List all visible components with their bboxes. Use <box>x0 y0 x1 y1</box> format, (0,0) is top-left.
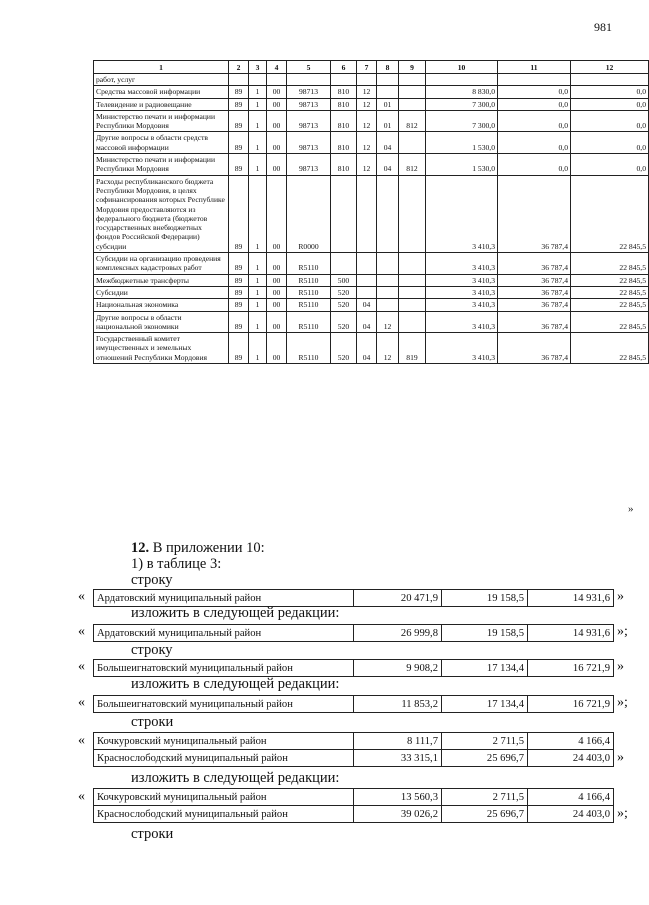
table-cell: 12 <box>357 98 377 110</box>
table-cell: 00 <box>267 132 287 154</box>
district-value: 8 111,7 <box>354 733 442 750</box>
table-cell <box>377 86 399 98</box>
table-cell: 00 <box>267 175 287 252</box>
table-cell: 1 <box>249 253 267 275</box>
table-cell: 1 <box>249 110 267 132</box>
district-name: Большеигнатовский муниципальный район <box>94 696 354 713</box>
table-cell: 3 410,3 <box>426 286 498 298</box>
close-quote: » <box>617 750 624 765</box>
table-cell: 3 410,3 <box>426 175 498 252</box>
table-cell: 520 <box>331 333 357 364</box>
table-cell: 3 410,3 <box>426 333 498 364</box>
table-cell <box>377 299 399 311</box>
table-cell <box>331 74 357 86</box>
instruction-line: строку <box>131 572 173 588</box>
table-row <box>94 789 614 806</box>
table-cell: 89 <box>229 175 249 252</box>
table-cell: 520 <box>331 299 357 311</box>
col-header: 11 <box>498 61 571 74</box>
table-row <box>94 333 649 364</box>
table-cell: 22 845,5 <box>571 175 649 252</box>
table-cell: 1 <box>249 154 267 176</box>
table-cell: 89 <box>229 311 249 333</box>
table-cell: 0,0 <box>498 132 571 154</box>
table-cell: 1 <box>249 98 267 110</box>
table-cell: 12 <box>357 132 377 154</box>
table-cell: 04 <box>357 333 377 364</box>
table-cell: 0,0 <box>498 98 571 110</box>
table-cell <box>357 74 377 86</box>
table-cell: 1 <box>249 175 267 252</box>
col-header: 7 <box>357 61 377 74</box>
table-cell <box>399 286 426 298</box>
table-cell: 00 <box>267 86 287 98</box>
row-label: Министерство печати и информации Республики Мордовия <box>94 154 229 176</box>
table-cell: 22 845,5 <box>571 333 649 364</box>
table-cell: 1 <box>249 286 267 298</box>
col-header: 10 <box>426 61 498 74</box>
table-row <box>94 590 614 607</box>
district-name: Кочкуровский муниципальный район <box>94 733 354 750</box>
table-cell: 36 787,4 <box>498 286 571 298</box>
district-table-kochkur-krasnosl-new <box>93 788 614 823</box>
table-cell: 12 <box>377 311 399 333</box>
table-cell: 810 <box>331 110 357 132</box>
table-row <box>94 660 614 677</box>
table-cell: 36 787,4 <box>498 274 571 286</box>
table-row <box>94 750 614 767</box>
open-quote: « <box>78 733 85 748</box>
table-cell: 810 <box>331 154 357 176</box>
row-label: Другие вопросы в области средств массовой информации <box>94 132 229 154</box>
table-cell <box>399 311 426 333</box>
table-cell <box>377 175 399 252</box>
table-cell: 00 <box>267 274 287 286</box>
table-cell: 810 <box>331 132 357 154</box>
table-cell <box>399 74 426 86</box>
row-label: Национальная экономика <box>94 299 229 311</box>
col-header: 8 <box>377 61 399 74</box>
table-cell: 0,0 <box>571 98 649 110</box>
table-cell: R5110 <box>287 253 331 275</box>
table-cell: 520 <box>331 311 357 333</box>
table-cell <box>357 253 377 275</box>
row-label: Субсидии на организацию проведения комплексных кадастровых работ <box>94 253 229 275</box>
row-label: Субсидии <box>94 286 229 298</box>
table-row <box>94 274 649 286</box>
table-cell: 12 <box>357 86 377 98</box>
table-cell: 3 410,3 <box>426 299 498 311</box>
table-cell <box>331 175 357 252</box>
district-table-kochkur-krasnosl-old <box>93 732 614 767</box>
budget-table-body <box>94 74 649 364</box>
district-value: 17 134,4 <box>442 660 528 677</box>
table-cell: 7 300,0 <box>426 98 498 110</box>
district-value: 26 999,8 <box>354 625 442 642</box>
table-cell: 89 <box>229 98 249 110</box>
table-cell: 520 <box>331 286 357 298</box>
district-name: Краснослободский муниципальный район <box>94 750 354 767</box>
table-cell <box>229 74 249 86</box>
table-cell <box>498 74 571 86</box>
table-cell <box>287 74 331 86</box>
table-cell <box>399 253 426 275</box>
district-value: 9 908,2 <box>354 660 442 677</box>
table-cell: 00 <box>267 311 287 333</box>
table-cell: 812 <box>399 110 426 132</box>
table-row <box>94 98 649 110</box>
table-cell: 1 530,0 <box>426 132 498 154</box>
open-quote: « <box>78 695 85 710</box>
table-cell <box>377 286 399 298</box>
district-value: 14 931,6 <box>528 590 614 607</box>
district-name: Кочкуровский муниципальный район <box>94 789 354 806</box>
col-header: 2 <box>229 61 249 74</box>
table-cell: 0,0 <box>571 132 649 154</box>
table-cell: 36 787,4 <box>498 253 571 275</box>
table-row <box>94 286 649 298</box>
table-cell: R5110 <box>287 299 331 311</box>
table-cell: 98713 <box>287 98 331 110</box>
col-header: 12 <box>571 61 649 74</box>
district-value: 13 560,3 <box>354 789 442 806</box>
table-cell <box>571 74 649 86</box>
table-cell: 810 <box>331 86 357 98</box>
table-cell: 500 <box>331 274 357 286</box>
table-row <box>94 253 649 275</box>
section-title: В приложении 10: <box>149 540 265 556</box>
table-cell <box>357 274 377 286</box>
table-cell: 22 845,5 <box>571 286 649 298</box>
table-cell: 89 <box>229 132 249 154</box>
budget-table <box>93 60 649 364</box>
table-cell: 89 <box>229 299 249 311</box>
table-cell: 00 <box>267 253 287 275</box>
table-row <box>94 132 649 154</box>
table-cell: 00 <box>267 154 287 176</box>
close-quote: » <box>617 659 624 674</box>
instruction-line: строку <box>131 642 173 658</box>
district-value: 25 696,7 <box>442 750 528 767</box>
district-value: 20 471,9 <box>354 590 442 607</box>
table-row <box>94 86 649 98</box>
col-header: 3 <box>249 61 267 74</box>
section-number: 12. <box>131 540 150 556</box>
district-table-bolsheign-new <box>93 695 614 713</box>
table-cell: 98713 <box>287 110 331 132</box>
table-cell: 36 787,4 <box>498 311 571 333</box>
instruction-line: изложить в следующей редакции: <box>131 605 340 621</box>
instruction-line: строки <box>131 714 174 730</box>
district-value: 16 721,9 <box>528 660 614 677</box>
open-quote: « <box>78 789 85 804</box>
district-value: 4 166,4 <box>528 789 614 806</box>
table-cell <box>267 74 287 86</box>
table-row <box>94 625 614 642</box>
table-row <box>94 74 649 86</box>
district-name: Краснослободский муниципальный район <box>94 806 354 823</box>
table-cell: 8 830,0 <box>426 86 498 98</box>
close-quote: » <box>617 589 624 604</box>
table-cell: R5110 <box>287 286 331 298</box>
col-header: 4 <box>267 61 287 74</box>
district-value: 2 711,5 <box>442 789 528 806</box>
district-name: Ардатовский муниципальный район <box>94 590 354 607</box>
district-value: 2 711,5 <box>442 733 528 750</box>
table-cell: 1 <box>249 132 267 154</box>
district-value: 33 315,1 <box>354 750 442 767</box>
district-value: 11 853,2 <box>354 696 442 713</box>
table-cell: 3 410,3 <box>426 274 498 286</box>
col-header: 6 <box>331 61 357 74</box>
district-value: 17 134,4 <box>442 696 528 713</box>
table-cell: 22 845,5 <box>571 253 649 275</box>
district-table-ardatov-new <box>93 624 614 642</box>
table-cell <box>331 253 357 275</box>
table-cell: 1 <box>249 86 267 98</box>
open-quote: « <box>78 589 85 604</box>
table-cell <box>399 299 426 311</box>
table-cell: 04 <box>377 154 399 176</box>
table-cell: 22 845,5 <box>571 311 649 333</box>
table-cell: 0,0 <box>498 110 571 132</box>
table-row <box>94 299 649 311</box>
budget-table-header <box>94 61 649 74</box>
table-cell: 22 845,5 <box>571 299 649 311</box>
table-cell <box>357 175 377 252</box>
table-cell <box>377 253 399 275</box>
table-cell: 0,0 <box>571 86 649 98</box>
district-value: 19 158,5 <box>442 625 528 642</box>
row-label: Другие вопросы в области национальной экономики <box>94 311 229 333</box>
district-value: 24 403,0 <box>528 750 614 767</box>
close-quote: »; <box>617 695 628 710</box>
table-cell: 1 530,0 <box>426 154 498 176</box>
table-cell: 1 <box>249 299 267 311</box>
table-row <box>94 175 649 252</box>
close-quote: »; <box>617 624 628 639</box>
table-cell: 04 <box>357 299 377 311</box>
table-cell: 12 <box>357 154 377 176</box>
table-cell: 1 <box>249 311 267 333</box>
table-cell: 89 <box>229 333 249 364</box>
table-row <box>94 154 649 176</box>
district-name: Ардатовский муниципальный район <box>94 625 354 642</box>
row-label: Министерство печати и информации Республики Мордовия <box>94 110 229 132</box>
table-cell <box>399 98 426 110</box>
section-item: 1) в таблице 3: <box>131 556 222 572</box>
table-row <box>94 696 614 713</box>
district-value: 14 931,6 <box>528 625 614 642</box>
district-value: 39 026,2 <box>354 806 442 823</box>
district-value: 19 158,5 <box>442 590 528 607</box>
col-header: 1 <box>94 61 229 74</box>
table-cell: 0,0 <box>571 110 649 132</box>
table-cell: 1 <box>249 333 267 364</box>
table-cell: 98713 <box>287 86 331 98</box>
table-cell: 89 <box>229 110 249 132</box>
table-cell: 819 <box>399 333 426 364</box>
table-row <box>94 110 649 132</box>
table-cell: 36 787,4 <box>498 175 571 252</box>
table-cell: 00 <box>267 333 287 364</box>
district-value: 16 721,9 <box>528 696 614 713</box>
table-cell: 01 <box>377 110 399 132</box>
table-cell: R5110 <box>287 311 331 333</box>
table-cell: R5110 <box>287 274 331 286</box>
table-cell: 04 <box>377 132 399 154</box>
table-cell <box>377 274 399 286</box>
table-cell: 1 <box>249 274 267 286</box>
district-value: 4 166,4 <box>528 733 614 750</box>
table-cell <box>399 175 426 252</box>
table-cell: 01 <box>377 98 399 110</box>
table-cell: 12 <box>357 110 377 132</box>
table-cell: 36 787,4 <box>498 333 571 364</box>
district-table-bolsheign-old <box>93 659 614 677</box>
col-header: 9 <box>399 61 426 74</box>
table-cell: R5110 <box>287 333 331 364</box>
table-cell <box>249 74 267 86</box>
instruction-line: изложить в следующей редакции: <box>131 770 340 786</box>
row-label: Государственный комитет имущественных и земельных отношений Республики Мордовия <box>94 333 229 364</box>
table-cell: 3 410,3 <box>426 253 498 275</box>
table-cell: 12 <box>377 333 399 364</box>
table-cell <box>377 74 399 86</box>
table-closing-quote: » <box>628 503 634 515</box>
instruction-line: изложить в следующей редакции: <box>131 676 340 692</box>
table-cell: 89 <box>229 286 249 298</box>
table-cell: 00 <box>267 299 287 311</box>
table-cell <box>399 274 426 286</box>
instruction-line: строки <box>131 826 174 842</box>
table-cell: 04 <box>357 311 377 333</box>
table-cell: R0000 <box>287 175 331 252</box>
table-cell: 22 845,5 <box>571 274 649 286</box>
row-label: работ, услуг <box>94 74 229 86</box>
table-cell: 98713 <box>287 154 331 176</box>
table-cell: 0,0 <box>498 154 571 176</box>
table-row <box>94 311 649 333</box>
section-heading <box>131 540 265 556</box>
table-cell: 0,0 <box>571 154 649 176</box>
open-quote: « <box>78 624 85 639</box>
table-cell: 89 <box>229 154 249 176</box>
table-cell: 810 <box>331 98 357 110</box>
district-value: 25 696,7 <box>442 806 528 823</box>
table-cell <box>357 286 377 298</box>
table-row <box>94 806 614 823</box>
table-cell: 36 787,4 <box>498 299 571 311</box>
table-cell: 89 <box>229 274 249 286</box>
table-cell <box>399 86 426 98</box>
table-cell: 89 <box>229 253 249 275</box>
table-cell: 89 <box>229 86 249 98</box>
col-header: 5 <box>287 61 331 74</box>
close-quote: »; <box>617 806 628 821</box>
row-label: Средства массовой информации <box>94 86 229 98</box>
district-value: 24 403,0 <box>528 806 614 823</box>
table-cell: 3 410,3 <box>426 311 498 333</box>
district-name: Большеигнатовский муниципальный район <box>94 660 354 677</box>
page-number: 981 <box>594 20 612 34</box>
table-row <box>94 733 614 750</box>
table-cell: 00 <box>267 110 287 132</box>
table-cell <box>426 74 498 86</box>
table-cell: 812 <box>399 154 426 176</box>
table-cell: 7 300,0 <box>426 110 498 132</box>
row-label: Телевидение и радиовещание <box>94 98 229 110</box>
table-cell: 00 <box>267 286 287 298</box>
table-cell <box>399 132 426 154</box>
open-quote: « <box>78 659 85 674</box>
table-cell: 0,0 <box>498 86 571 98</box>
table-cell: 98713 <box>287 132 331 154</box>
row-label: Межбюджетные трансферты <box>94 274 229 286</box>
table-cell: 00 <box>267 98 287 110</box>
row-label: Расходы республиканского бюджета Республики Мордовия, в целях софинансирования которых Республике Мордовия предоставляются из федерального бюджета (бюджетов государственных внебюджетных фондов Российской Федерации) субсидии <box>94 175 229 252</box>
